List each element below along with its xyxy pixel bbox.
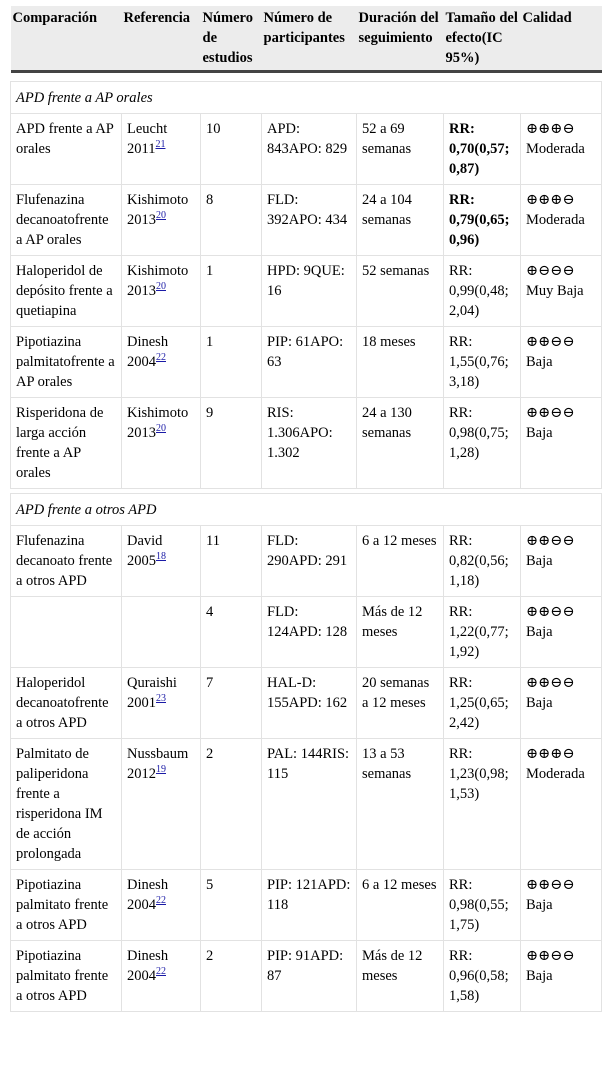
cell-num-studies: 8 — [201, 185, 262, 256]
quality-symbols: ⊕⊖⊖⊖ — [526, 263, 575, 279]
reference-author: Leucht 2011 — [127, 121, 168, 157]
cell-num-studies: 10 — [201, 114, 262, 185]
cell-effect-size: RR: 1,23(0,98; 1,53) — [444, 739, 521, 870]
cell-comparison: Palmitato de paliperidona frente a risperidona IM de acción prolongada — [11, 739, 122, 870]
quality-symbols: ⊕⊕⊖⊖ — [526, 334, 575, 350]
cell-effect-size: RR: 0,98(0,55; 1,75) — [444, 870, 521, 941]
cell-participants: RIS: 1.306APO: 1.302 — [262, 398, 357, 489]
quality-label: Moderada — [526, 141, 585, 157]
cell-quality — [521, 327, 602, 398]
quality-symbols: ⊕⊕⊖⊖ — [526, 405, 575, 421]
cell-effect-size: RR: 1,22(0,77; 1,92) — [444, 597, 521, 668]
quality-symbols: ⊕⊕⊖⊖ — [526, 533, 575, 549]
cell-reference — [122, 870, 201, 941]
reference-link[interactable]: 22 — [156, 895, 166, 907]
cell-effect-size: RR: 0,79(0,65; 0,96) — [444, 185, 521, 256]
reference-author: Kishimoto 2013 — [127, 263, 189, 299]
cell-follow-up: 24 a 130 semanas — [357, 398, 444, 489]
cell-num-studies: 4 — [201, 597, 262, 668]
reference-link[interactable]: 22 — [156, 352, 166, 364]
cell-participants: HAL-D: 155APD: 162 — [262, 668, 357, 739]
evidence-table — [10, 6, 602, 1012]
reference-link[interactable]: 20 — [156, 281, 166, 293]
cell-quality — [521, 597, 602, 668]
quality-label: Moderada — [526, 212, 585, 228]
cell-follow-up: 52 semanas — [357, 256, 444, 327]
reference-link[interactable]: 20 — [156, 423, 166, 435]
quality-label: Moderada — [526, 766, 585, 782]
reference-link[interactable]: 23 — [156, 693, 166, 705]
cell-reference — [122, 668, 201, 739]
cell-reference — [122, 941, 201, 1012]
cell-effect-size: RR: 0,98(0,75; 1,28) — [444, 398, 521, 489]
cell-comparison: Pipotiazina palmitato frente a otros APD — [11, 870, 122, 941]
cell-quality — [521, 114, 602, 185]
cell-reference — [122, 398, 201, 489]
cell-follow-up: Más de 12 meses — [357, 941, 444, 1012]
cell-comparison: Flufenazina decanoato frente a otros APD — [11, 526, 122, 597]
cell-follow-up: Más de 12 meses — [357, 597, 444, 668]
table-body — [11, 72, 602, 1012]
quality-symbols: ⊕⊕⊕⊖ — [526, 192, 575, 208]
table-row — [11, 870, 602, 941]
cell-participants: HPD: 9QUE: 16 — [262, 256, 357, 327]
cell-effect-size: RR: 0,82(0,56; 1,18) — [444, 526, 521, 597]
cell-participants: PIP: 61APO: 63 — [262, 327, 357, 398]
reference-author: Nussbaum 2012 — [127, 746, 189, 782]
cell-follow-up: 20 semanas a 12 meses — [357, 668, 444, 739]
cell-reference — [122, 256, 201, 327]
cell-num-studies: 7 — [201, 668, 262, 739]
cell-comparison: Haloperidol de depósito frente a quetiapina — [11, 256, 122, 327]
quality-label: Baja — [526, 897, 553, 913]
cell-participants: APD: 843APO: 829 — [262, 114, 357, 185]
cell-quality — [521, 526, 602, 597]
cell-effect-size: RR: 1,25(0,65; 2,42) — [444, 668, 521, 739]
table-row — [11, 526, 602, 597]
cell-num-studies: 1 — [201, 327, 262, 398]
cell-follow-up: 52 a 69 semanas — [357, 114, 444, 185]
reference-author: Quraishi 2001 — [127, 675, 177, 711]
cell-num-studies: 11 — [201, 526, 262, 597]
cell-quality — [521, 941, 602, 1012]
quality-label: Baja — [526, 553, 553, 569]
reference-author: Kishimoto 2013 — [127, 405, 189, 441]
cell-follow-up: 13 a 53 semanas — [357, 739, 444, 870]
table-row — [11, 256, 602, 327]
header-num-participants: Número de participantes — [262, 6, 357, 72]
cell-follow-up: 24 a 104 semanas — [357, 185, 444, 256]
reference-author: Dinesh 2004 — [127, 334, 169, 370]
header-comparison: Comparación — [11, 6, 122, 72]
quality-symbols: ⊕⊕⊖⊖ — [526, 604, 575, 620]
cell-quality — [521, 668, 602, 739]
cell-num-studies: 1 — [201, 256, 262, 327]
table-row — [11, 185, 602, 256]
cell-participants: PIP: 121APD: 118 — [262, 870, 357, 941]
cell-effect-size: RR: 0,70(0,57; 0,87) — [444, 114, 521, 185]
quality-label: Baja — [526, 425, 553, 441]
reference-author: Dinesh 2004 — [127, 948, 169, 984]
cell-reference — [122, 185, 201, 256]
cell-reference — [122, 597, 201, 668]
table-row — [11, 327, 602, 398]
cell-comparison: Risperidona de larga acción frente a AP orales — [11, 398, 122, 489]
reference-link[interactable]: 19 — [156, 764, 166, 776]
quality-label: Baja — [526, 695, 553, 711]
table-row — [11, 941, 602, 1012]
header-quality: Calidad — [521, 6, 602, 72]
quality-label: Baja — [526, 354, 553, 370]
cell-quality — [521, 185, 602, 256]
section-title: APD frente a AP orales — [11, 82, 602, 114]
cell-num-studies: 5 — [201, 870, 262, 941]
reference-author: David 2005 — [127, 533, 163, 569]
cell-num-studies: 2 — [201, 739, 262, 870]
reference-author: Dinesh 2004 — [127, 877, 169, 913]
cell-participants: FLD: 290APD: 291 — [262, 526, 357, 597]
section-header-row — [11, 494, 602, 526]
reference-link[interactable]: 21 — [155, 139, 166, 151]
cell-follow-up: 6 a 12 meses — [357, 526, 444, 597]
cell-follow-up: 18 meses — [357, 327, 444, 398]
cell-num-studies: 2 — [201, 941, 262, 1012]
cell-reference — [122, 114, 201, 185]
quality-symbols: ⊕⊕⊖⊖ — [526, 948, 575, 964]
table-row — [11, 114, 602, 185]
reference-author: Kishimoto 2013 — [127, 192, 189, 228]
quality-symbols: ⊕⊕⊖⊖ — [526, 675, 575, 691]
quality-symbols: ⊕⊕⊕⊖ — [526, 121, 575, 137]
header-row — [11, 6, 602, 72]
reference-link[interactable]: 18 — [156, 551, 166, 563]
cell-comparison: APD frente a AP orales — [11, 114, 122, 185]
cell-comparison: Haloperidol decanoatofrente a otros APD — [11, 668, 122, 739]
header-effect-size: Tamaño del efecto(IC 95%) — [444, 6, 521, 72]
reference-link[interactable]: 20 — [156, 210, 166, 222]
cell-comparison: Pipotiazina palmitato frente a otros APD — [11, 941, 122, 1012]
cell-quality — [521, 398, 602, 489]
cell-reference — [122, 526, 201, 597]
cell-num-studies: 9 — [201, 398, 262, 489]
quality-symbols: ⊕⊕⊖⊖ — [526, 877, 575, 893]
section-header-row — [11, 82, 602, 114]
cell-reference — [122, 739, 201, 870]
cell-effect-size: RR: 0,99(0,48; 2,04) — [444, 256, 521, 327]
cell-participants: FLD: 124APD: 128 — [262, 597, 357, 668]
cell-quality — [521, 256, 602, 327]
quality-label: Baja — [526, 624, 553, 640]
cell-effect-size: RR: 0,96(0,58; 1,58) — [444, 941, 521, 1012]
cell-quality — [521, 739, 602, 870]
cell-reference — [122, 327, 201, 398]
quality-label: Baja — [526, 968, 553, 984]
quality-label: Muy Baja — [526, 283, 584, 299]
section-title: APD frente a otros APD — [11, 494, 602, 526]
header-follow-up: Duración del seguimiento — [357, 6, 444, 72]
header-num-studies: Número de estudios — [201, 6, 262, 72]
table-row — [11, 739, 602, 870]
cell-comparison: Flufenazina decanoatofrente a AP orales — [11, 185, 122, 256]
quality-symbols: ⊕⊕⊕⊖ — [526, 746, 575, 762]
table-row — [11, 398, 602, 489]
header-reference: Referencia — [122, 6, 201, 72]
cell-quality — [521, 870, 602, 941]
cell-comparison — [11, 597, 122, 668]
spacer-row — [11, 72, 602, 82]
table-row — [11, 597, 602, 668]
cell-comparison: Pipotiazina palmitatofrente a AP orales — [11, 327, 122, 398]
cell-participants: FLD: 392APO: 434 — [262, 185, 357, 256]
cell-follow-up: 6 a 12 meses — [357, 870, 444, 941]
cell-effect-size: RR: 1,55(0,76; 3,18) — [444, 327, 521, 398]
cell-participants: PIP: 91APD: 87 — [262, 941, 357, 1012]
table-row — [11, 668, 602, 739]
reference-link[interactable]: 22 — [156, 966, 166, 978]
cell-participants: PAL: 144RIS: 115 — [262, 739, 357, 870]
